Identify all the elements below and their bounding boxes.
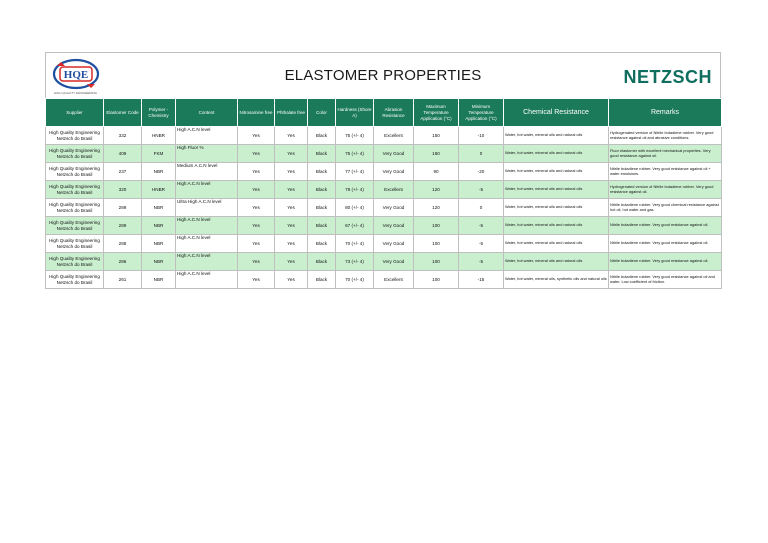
cell-nitro: Yes — [238, 217, 275, 235]
cell-hardness: 70 (+/- 4) — [336, 235, 374, 253]
cell-abrasion: Excellent — [374, 181, 414, 199]
cell-polymer: FKM — [142, 145, 176, 163]
cell-remarks: Nitrile butadiene rubber. Very good resistance against oil. — [609, 235, 722, 253]
column-header: Minimum Temperature Application (°C) — [459, 99, 504, 127]
cell-code: 289 — [104, 199, 142, 217]
cell-hardness: 75 (+/- 4) — [336, 145, 374, 163]
cell-content: High A.C.N level — [176, 253, 238, 271]
cell-nitro: Yes — [238, 235, 275, 253]
cell-min: -15 — [459, 271, 504, 289]
cell-color: Black — [308, 127, 336, 145]
cell-content: High Fluor % — [176, 145, 238, 163]
cell-supplier: High Quality Engineering Netzsch do Brasil — [46, 235, 104, 253]
cell-max: 100 — [414, 271, 459, 289]
cell-hardness: 70 (+/- 4) — [336, 271, 374, 289]
cell-phthalate: Yes — [275, 199, 308, 217]
cell-code: 288 — [104, 235, 142, 253]
cell-abrasion: Very Good — [374, 217, 414, 235]
cell-chem: Water, hot water, mineral oils and natural oils — [504, 217, 609, 235]
cell-max: 120 — [414, 181, 459, 199]
cell-min: -5 — [459, 235, 504, 253]
cell-supplier: High Quality Engineering Netzsch do Brasil — [46, 127, 104, 145]
cell-hardness: 73 (+/- 4) — [336, 253, 374, 271]
cell-abrasion: Excellent — [374, 127, 414, 145]
cell-polymer: NBR — [142, 199, 176, 217]
cell-code: 289 — [104, 217, 142, 235]
cell-max: 120 — [414, 199, 459, 217]
cell-nitro: Yes — [238, 145, 275, 163]
cell-min: 0 — [459, 145, 504, 163]
column-header: Color — [308, 99, 336, 127]
cell-abrasion: Very Good — [374, 163, 414, 181]
cell-code: 286 — [104, 253, 142, 271]
cell-nitro: Yes — [238, 271, 275, 289]
svg-text:HQE: HQE — [63, 69, 89, 81]
cell-polymer: NBR — [142, 163, 176, 181]
cell-color: Black — [308, 253, 336, 271]
cell-min: -10 — [459, 127, 504, 145]
cell-min: 0 — [459, 199, 504, 217]
table-body — [46, 127, 722, 289]
table-row — [46, 271, 722, 289]
cell-color: Black — [308, 163, 336, 181]
cell-hardness: 77 (+/- 4) — [336, 163, 374, 181]
cell-content: High A.C.N level — [176, 271, 238, 289]
cell-remarks: Nitrile butadiene rubber. Very good chemical resistance against hot oil, hot water and gas. — [609, 199, 722, 217]
column-header: Chemical Resistance — [504, 99, 609, 127]
cell-polymer: HNBR — [142, 181, 176, 199]
cell-code: 237 — [104, 163, 142, 181]
cell-code: 320 — [104, 181, 142, 199]
column-header: Polymer - Chemistry — [142, 99, 176, 127]
cell-min: -5 — [459, 253, 504, 271]
cell-chem: Water, hot water, mineral oils and natural oils — [504, 145, 609, 163]
hqe-tagline: HIGH QUALITY ENGINEERING — [54, 91, 97, 95]
cell-min: -20 — [459, 163, 504, 181]
cell-chem: Water, hot water, mineral oils, synthetic oils and natural oils — [504, 271, 609, 289]
cell-phthalate: Yes — [275, 217, 308, 235]
table-row — [46, 127, 722, 145]
column-header: Remarks — [609, 99, 722, 127]
cell-max: 150 — [414, 127, 459, 145]
cell-chem: Water, hot water, mineral oils and natural oils — [504, 199, 609, 217]
cell-chem: Water, hot water, mineral oils and natural oils — [504, 253, 609, 271]
cell-supplier: High Quality Engineering Netzsch do Brasil — [46, 145, 104, 163]
cell-color: Black — [308, 217, 336, 235]
cell-content: High A.C.N level — [176, 181, 238, 199]
cell-nitro: Yes — [238, 181, 275, 199]
cell-color: Black — [308, 199, 336, 217]
cell-color: Black — [308, 181, 336, 199]
netzsch-logo: NETZSCH — [623, 67, 712, 87]
cell-min: -5 — [459, 181, 504, 199]
cell-max: 100 — [414, 235, 459, 253]
column-header: Supplier — [46, 99, 104, 127]
cell-supplier: High Quality Engineering Netzsch do Brasil — [46, 217, 104, 235]
cell-hardness: 75 (+/- 4) — [336, 127, 374, 145]
cell-polymer: HNBR — [142, 127, 176, 145]
cell-phthalate: Yes — [275, 127, 308, 145]
table-row — [46, 199, 722, 217]
properties-table — [45, 98, 722, 289]
cell-remarks: Nitrile butadiene rubber. Very good resistance against oil. — [609, 253, 722, 271]
cell-chem: Water, hot water, mineral oils and natural oils — [504, 127, 609, 145]
elastomer-sheet — [45, 52, 721, 289]
cell-remarks: Nitrile butadiene rubber. Very good resistance against oil. — [609, 217, 722, 235]
table-row — [46, 217, 722, 235]
column-header: Elastomer Code — [104, 99, 142, 127]
cell-max: 100 — [414, 217, 459, 235]
cell-abrasion: Very Good — [374, 145, 414, 163]
cell-chem: Water, hot water, mineral oils and natural oils — [504, 163, 609, 181]
cell-polymer: NBR — [142, 253, 176, 271]
cell-abrasion: Excellent — [374, 271, 414, 289]
cell-polymer: NBR — [142, 235, 176, 253]
cell-code: 261 — [104, 271, 142, 289]
cell-polymer: NBR — [142, 271, 176, 289]
cell-min: -5 — [459, 217, 504, 235]
cell-nitro: Yes — [238, 199, 275, 217]
cell-nitro: Yes — [238, 253, 275, 271]
cell-phthalate: Yes — [275, 253, 308, 271]
cell-max: 160 — [414, 145, 459, 163]
cell-phthalate: Yes — [275, 163, 308, 181]
cell-max: 90 — [414, 163, 459, 181]
cell-color: Black — [308, 235, 336, 253]
cell-content: High A.C.N level — [176, 127, 238, 145]
cell-content: Ultra High A.C.N level — [176, 199, 238, 217]
column-header: Content — [176, 99, 238, 127]
table-header-row — [46, 99, 722, 127]
cell-supplier: High Quality Engineering Netzsch do Brasil — [46, 271, 104, 289]
cell-supplier: High Quality Engineering Netzsch do Brasil — [46, 199, 104, 217]
cell-phthalate: Yes — [275, 271, 308, 289]
cell-code: 409 — [104, 145, 142, 163]
table-row — [46, 181, 722, 199]
cell-remarks: Hydrogenated version of Nitrile butadiene rubber. Very good resistance against oil. — [609, 181, 722, 199]
cell-phthalate: Yes — [275, 145, 308, 163]
cell-remarks: Nitrile butadiene rubber. Very good resistance against oil + water emulsions. — [609, 163, 722, 181]
cell-hardness: 78 (+/- 4) — [336, 181, 374, 199]
table-row — [46, 235, 722, 253]
page-title: ELASTOMER PROPERTIES — [284, 67, 482, 84]
cell-remarks: Hydrogenated version of Nitrile butadiene rubber. Very good resistance against oil and abrasive conditions. — [609, 127, 722, 145]
cell-abrasion: Very Good — [374, 199, 414, 217]
sheet-header — [45, 52, 721, 98]
cell-max: 100 — [414, 253, 459, 271]
cell-supplier: High Quality Engineering Netzsch do Brasil — [46, 253, 104, 271]
cell-polymer: NBR — [142, 217, 176, 235]
table-row — [46, 253, 722, 271]
cell-nitro: Yes — [238, 163, 275, 181]
cell-chem: Water, hot water, mineral oils and natural oils — [504, 235, 609, 253]
cell-abrasion: Very Good — [374, 235, 414, 253]
cell-remarks: Nitrile butadiene rubber. Very good resistance against oil and water. Low coefficient of friction. — [609, 271, 722, 289]
cell-content: Medium A.C.N level — [176, 163, 238, 181]
cell-color: Black — [308, 145, 336, 163]
cell-color: Black — [308, 271, 336, 289]
cell-content: High A.C.N level — [176, 217, 238, 235]
cell-nitro: Yes — [238, 127, 275, 145]
column-header: Maximum Temperature Application (°C) — [414, 99, 459, 127]
column-header: Nitrosamine free — [238, 99, 275, 127]
cell-phthalate: Yes — [275, 181, 308, 199]
table-row — [46, 145, 722, 163]
cell-supplier: High Quality Engineering Netzsch do Brasil — [46, 181, 104, 199]
cell-abrasion: Very Good — [374, 253, 414, 271]
cell-content: High A.C.N level — [176, 235, 238, 253]
cell-remarks: Fluor elastomer with excellent mechanical properties. Very good resistance against oil. — [609, 145, 722, 163]
table-row — [46, 163, 722, 181]
cell-code: 332 — [104, 127, 142, 145]
cell-chem: Water, hot water, mineral oils and natural oils — [504, 181, 609, 199]
cell-phthalate: Yes — [275, 235, 308, 253]
column-header: Hardness (Shore A) — [336, 99, 374, 127]
cell-hardness: 67 (+/- 4) — [336, 217, 374, 235]
cell-supplier: High Quality Engineering Netzsch do Brasil — [46, 163, 104, 181]
column-header: Phthalate free — [275, 99, 308, 127]
column-header: Abrasion Resistance — [374, 99, 414, 127]
cell-hardness: 80 (+/- 4) — [336, 199, 374, 217]
